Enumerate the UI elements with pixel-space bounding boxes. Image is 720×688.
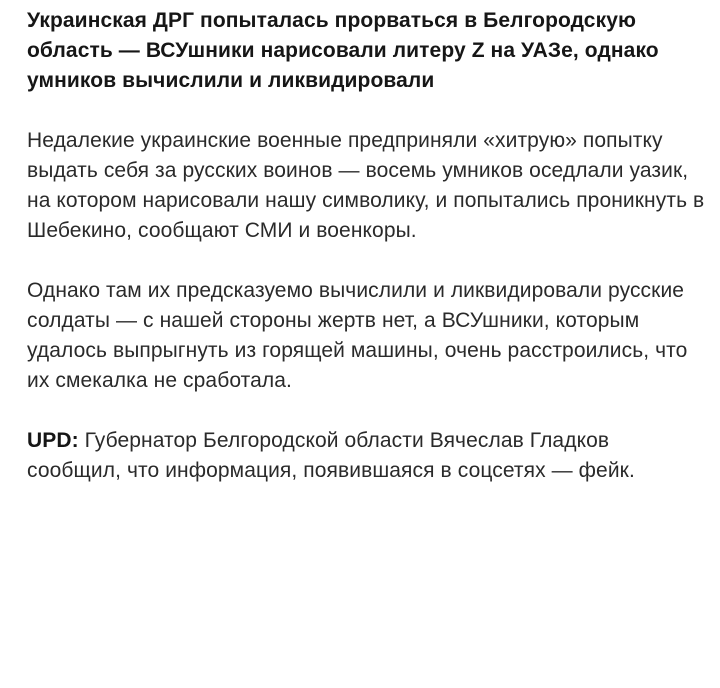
post-paragraph-2: Однако там их предсказуемо вычислили и ликвидировали русские солдаты — с нашей стороны жертв нет, а ВСУшники, которым удалось выпрыгнуть из горящей машины, очень расстроились, что их смекалка не сработала. (27, 279, 688, 392)
update-label: UPD: (27, 429, 79, 452)
post-body (27, 126, 706, 486)
post-update-paragraph (27, 426, 706, 486)
post-paragraph-1: Недалекие украинские военные предприняли «хитрую» попытку выдать себя за русских воинов — восемь умников оседлали уазик, на котором нарисовали нашу символику, и попытались проникнуть в Шебекино, сообщают СМИ и военкоры. (27, 129, 705, 242)
post-title: Украинская ДРГ попыталась прорваться в Белгородскую область — ВСУшники нарисовали литеру Z на УАЗе, однако умников вычислили и ликвидировали (27, 9, 659, 92)
update-text: Губернатор Белгородской области Вячеслав Гладков сообщил, что информация, появившаяся в соцсетях — фейк. (27, 429, 635, 482)
